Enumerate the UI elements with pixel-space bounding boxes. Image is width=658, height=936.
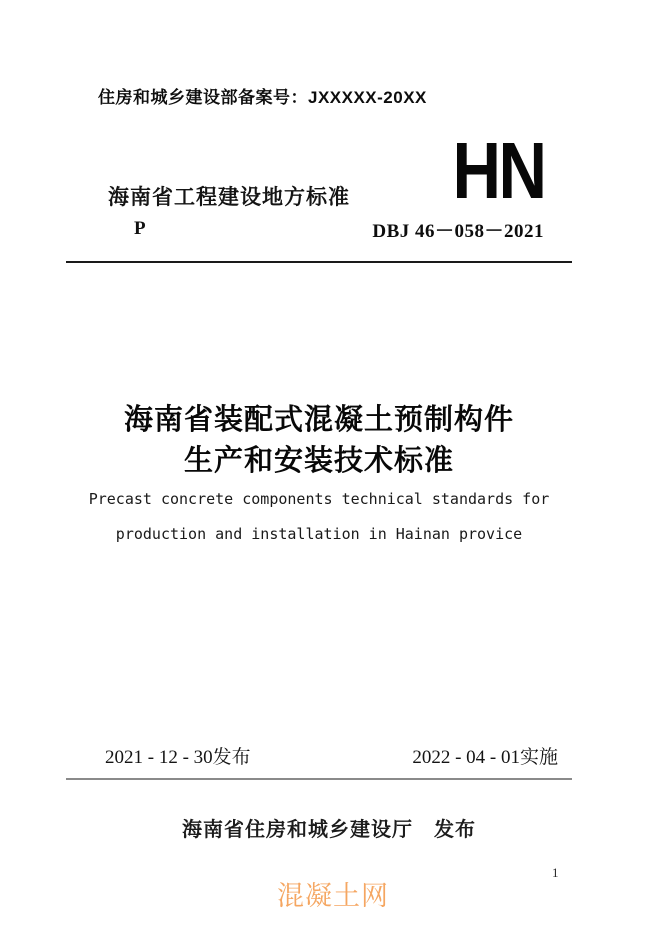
classification-mark: P	[134, 218, 146, 239]
english-title-line-1: Precast concrete components technical standards for	[88, 490, 550, 508]
hn-logo: HN	[452, 126, 545, 215]
header-divider	[66, 261, 572, 263]
watermark-text: 混凝土网	[277, 881, 389, 911]
document-title	[66, 400, 572, 482]
page-number: 1	[552, 865, 559, 880]
date-row	[105, 742, 558, 769]
issue-date: 2021 - 12 - 30发布	[105, 747, 251, 768]
document-title-english	[66, 482, 572, 551]
title-line-2: 生产和安装技术标准	[183, 445, 454, 477]
publisher-line: 海南省住房和城乡建设厅 发布	[182, 819, 476, 841]
standard-code: DBJ 46－058－2021	[372, 221, 544, 242]
standard-type-label: 海南省工程建设地方标准	[108, 186, 350, 209]
english-title-line-2: production and installation in Hainan provice	[115, 524, 523, 543]
title-line-1: 海南省装配式混凝土预制构件	[123, 404, 514, 436]
footer-divider	[66, 778, 572, 780]
implementation-date: 2022 - 04 - 01实施	[412, 747, 558, 768]
filing-number: 住房和城乡建设部备案号：JXXXXX-20XX	[98, 88, 427, 107]
